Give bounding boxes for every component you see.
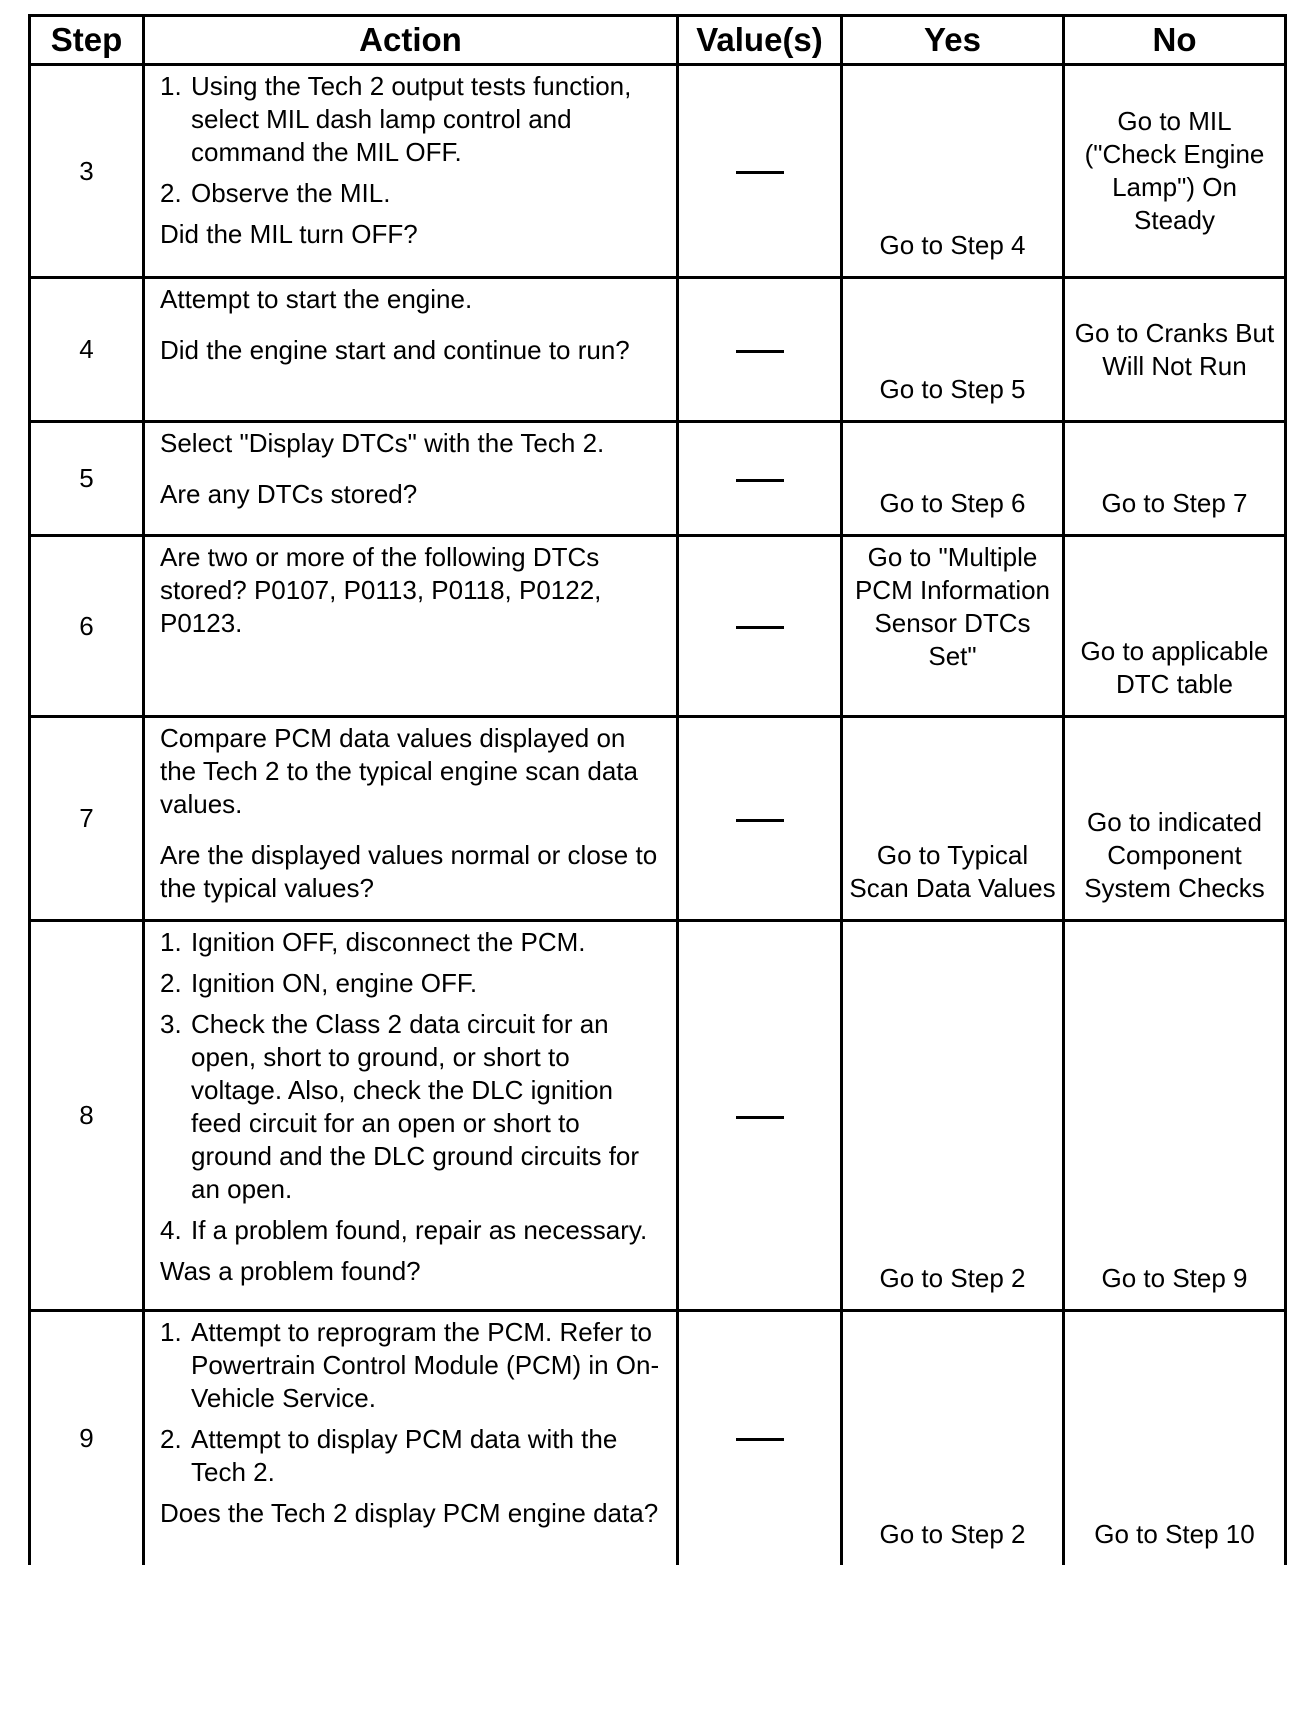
action-question: Are any DTCs stored? — [160, 479, 418, 509]
action-item: Ignition ON, engine OFF. — [191, 968, 478, 998]
no-cell: Go to MIL ("Check Engine Lamp") On Steady — [1064, 65, 1286, 278]
header-values: Value(s) — [678, 16, 842, 65]
value-cell — [678, 65, 842, 278]
action-cell: 1. Attempt to reprogram the PCM. Refer to Powertrain Control Module (PCM) in On-Vehicle Service. 2. Attempt to display PCM data with the Tech 2. Does the Tech 2 display PCM engine data? — [144, 1311, 678, 1565]
action-cell — [144, 536, 678, 717]
step-number: 4 — [30, 278, 144, 422]
step-number: 9 — [30, 1311, 144, 1565]
action-cell — [144, 278, 678, 422]
action-cell: 1. Ignition OFF, disconnect the PCM. 2. Ignition ON, engine OFF. 3. Check the Class 2 data circuit for an open, short to ground, or short to voltage. Also, check the DLC ignition feed circuit for an open or short to ground and the DLC ground circuits for an open. 4. If a problem found, repair as necessary. Was a problem found? — [144, 921, 678, 1311]
action-text: Attempt to start the engine. — [160, 284, 473, 314]
yes-cell: Go to Step 5 — [842, 278, 1064, 422]
step-number: 7 — [30, 717, 144, 921]
action-item: Check the Class 2 data circuit for an open, short to ground, or short to voltage. Also, check the DLC ignition feed circuit for an open or short to ground and the DLC ground circuits for an open. — [191, 1009, 640, 1204]
table-row — [30, 65, 1286, 278]
value-cell — [678, 278, 842, 422]
action-item: Attempt to reprogram the PCM. Refer to Powertrain Control Module (PCM) in On-Vehicle Service. — [191, 1317, 660, 1413]
action-question: Did the engine start and continue to run? — [160, 335, 630, 365]
step-number: 6 — [30, 536, 144, 717]
header-action: Action — [144, 16, 678, 65]
yes-cell: Go to Typical Scan Data Values — [842, 717, 1064, 921]
header-yes: Yes — [842, 16, 1064, 65]
table-row — [30, 717, 1286, 921]
header-row — [30, 16, 1286, 65]
dash-mark — [736, 626, 784, 629]
yes-cell: Go to Step 4 — [842, 65, 1064, 278]
action-item: Ignition OFF, disconnect the PCM. — [191, 927, 586, 957]
yes-cell: Go to Step 2 — [842, 1311, 1064, 1565]
action-question: Was a problem found? — [160, 1256, 421, 1286]
action-cell — [144, 717, 678, 921]
no-cell: Go to Step 9 — [1064, 921, 1286, 1311]
yes-cell: Go to Step 6 — [842, 422, 1064, 536]
action-item: Observe the MIL. — [191, 178, 391, 208]
action-cell — [144, 422, 678, 536]
action-item: Using the Tech 2 output tests function, select MIL dash lamp control and command the MIL OFF. — [191, 71, 632, 167]
value-cell — [678, 536, 842, 717]
action-question: Did the MIL turn OFF? — [160, 219, 418, 249]
value-cell — [678, 717, 842, 921]
action-text: Compare PCM data values displayed on the Tech 2 to the typical engine scan data values. — [160, 723, 638, 819]
dash-mark — [736, 1438, 784, 1441]
no-cell: Go to Cranks But Will Not Run — [1064, 278, 1286, 422]
dash-mark — [736, 350, 784, 353]
table-row — [30, 536, 1286, 717]
header-step: Step — [30, 16, 144, 65]
yes-cell: Go to "Multiple PCM Information Sensor DTCs Set" — [842, 536, 1064, 717]
table-row — [30, 1311, 1286, 1565]
table-row — [30, 921, 1286, 1311]
action-item: Attempt to display PCM data with the Tech 2. — [191, 1424, 618, 1487]
action-cell: 1. Using the Tech 2 output tests function, select MIL dash lamp control and command the MIL OFF. 2. Observe the MIL. Did the MIL turn OFF? — [144, 65, 678, 278]
step-number: 3 — [30, 65, 144, 278]
dash-mark — [736, 819, 784, 822]
no-cell: Go to indicated Component System Checks — [1064, 717, 1286, 921]
action-text: Select "Display DTCs" with the Tech 2. — [160, 428, 605, 458]
header-no: No — [1064, 16, 1286, 65]
no-cell: Go to Step 7 — [1064, 422, 1286, 536]
no-cell: Go to applicable DTC table — [1064, 536, 1286, 717]
step-number: 8 — [30, 921, 144, 1311]
dash-mark — [736, 171, 784, 174]
action-item: If a problem found, repair as necessary. — [191, 1215, 648, 1245]
dash-mark — [736, 479, 784, 482]
action-text: Are two or more of the following DTCs stored? P0107, P0113, P0118, P0122, P0123. — [160, 542, 602, 638]
yes-cell: Go to Step 2 — [842, 921, 1064, 1311]
value-cell — [678, 1311, 842, 1565]
step-number: 5 — [30, 422, 144, 536]
action-question: Does the Tech 2 display PCM engine data? — [160, 1498, 659, 1528]
value-cell — [678, 921, 842, 1311]
no-cell: Go to Step 10 — [1064, 1311, 1286, 1565]
dash-mark — [736, 1116, 784, 1119]
value-cell — [678, 422, 842, 536]
diagnostic-table — [28, 14, 1287, 1565]
table-row — [30, 422, 1286, 536]
table-row — [30, 278, 1286, 422]
action-question: Are the displayed values normal or close to the typical values? — [160, 840, 658, 903]
